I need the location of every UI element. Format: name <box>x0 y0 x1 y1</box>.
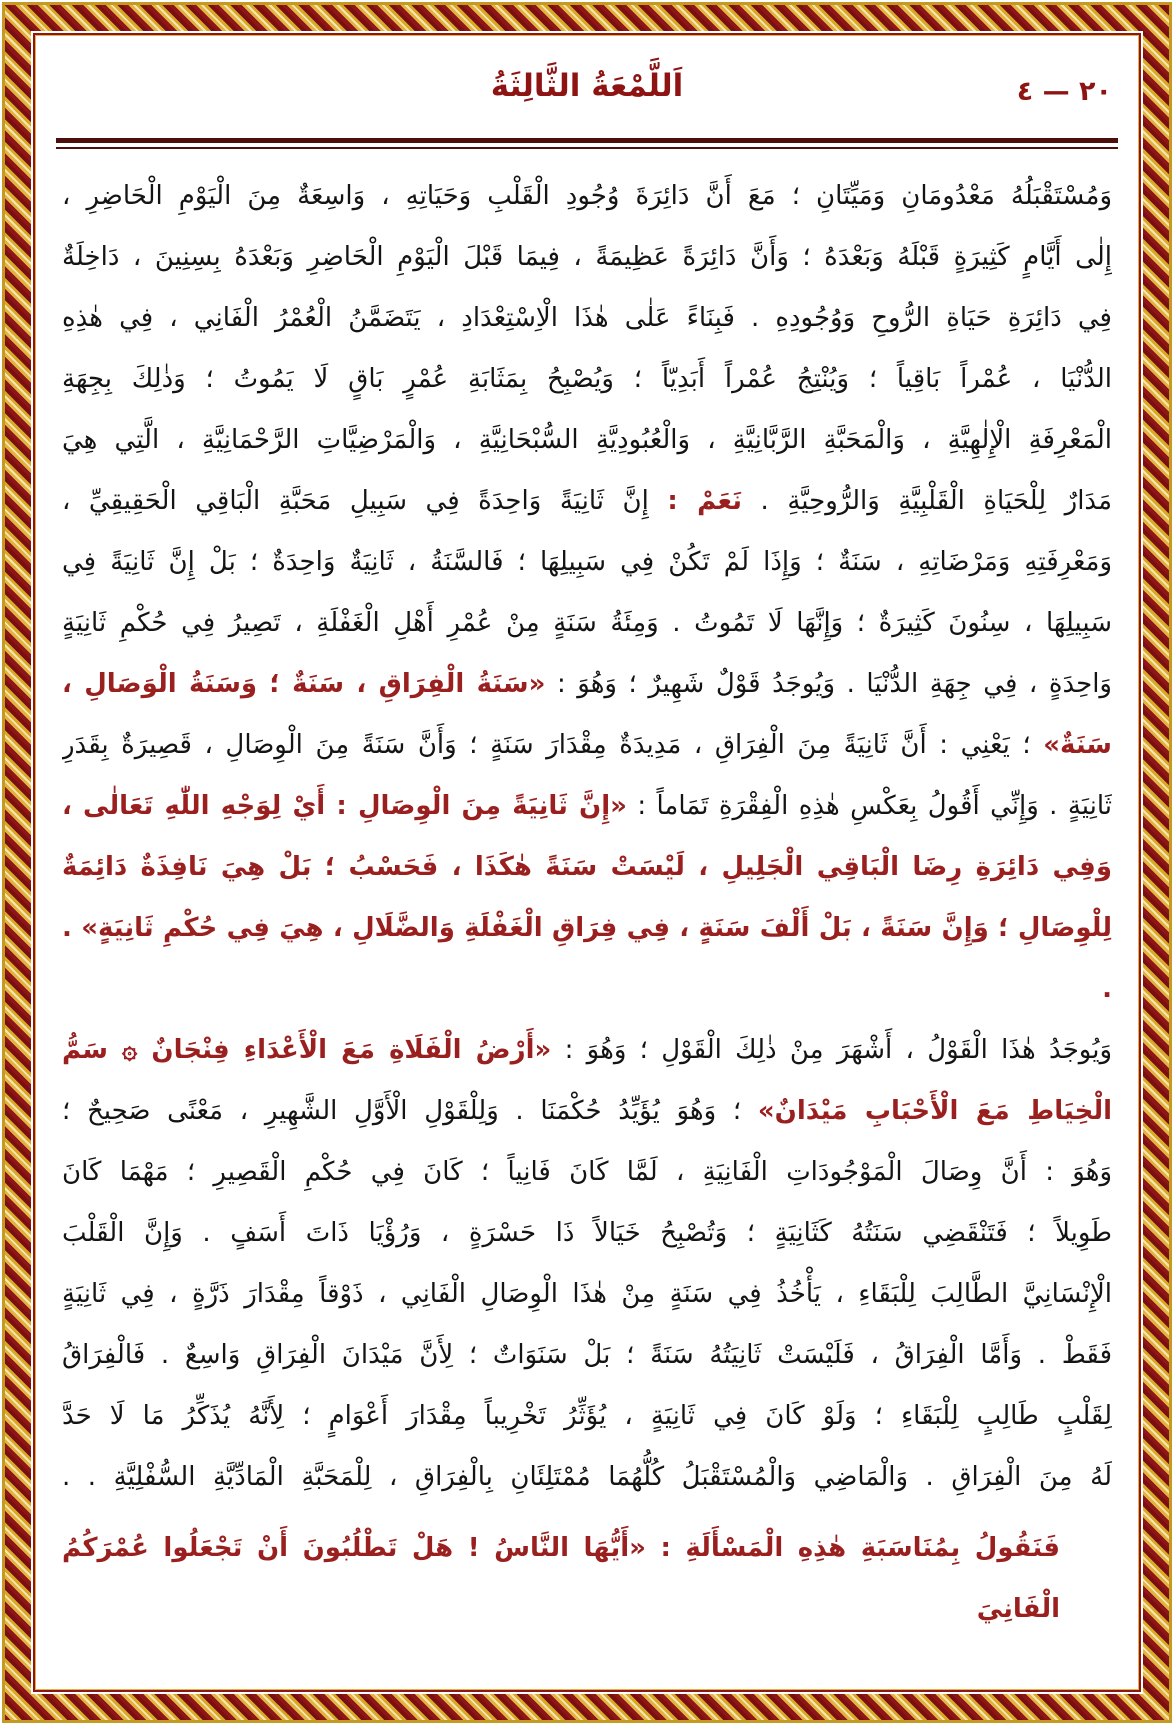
text-line <box>62 593 1112 654</box>
text-segment: إِنَّ ثَانِيَةً وَاحِدَةً فِي سَبِيلِ مَحَبَّةِ الْبَاقِي الْحَقِيقِيِّ ، <box>62 486 668 516</box>
text-segment: وَهُوَ : أَنَّ وِصَالَ الْمَوْجُودَاتِ الْفَانِيَةِ ، لَمَّا كَانَ فَانِياً ؛ كَانَ فِي حُكْمِ الْقَصِيرِ ؛ مَهْمَا كَانَ <box>62 1157 1112 1187</box>
text-line <box>62 1020 1112 1081</box>
text-line <box>62 1142 1112 1203</box>
text-segment: الْإِنْسَانِيَّ الطَّالِبَ لِلْبَقَاءِ ، يَأْخُذُ فِي سَنَةٍ مِنْ هٰذَا الْوِصَالِ الْفَانِي ، ذَوْقاً مِقْدَارَ ذَرَّةٍ ، فِي ثَانِيَةٍ <box>62 1279 1112 1309</box>
text-line <box>62 715 1112 776</box>
red-text-segment: لِلْوِصَالِ ؛ وَإِنَّ سَنَةً ، بَلْ أَلْفَ سَنَةٍ ، فِي فِرَاقِ الْغَفْلَةِ وَالضَّلَالِ ، هِيَ فِي حُكْمِ ثَانِيَةٍ» . . <box>62 913 1112 1004</box>
text-line <box>62 1203 1112 1264</box>
text-segment: ؛ وَهُوَ يُؤَيِّدُ حُكْمَنَا . وَلِلْقَوْلِ الْأَوَّلِ الشَّهِيرِ ، مَعْنًى صَحِيحٌ ؛ <box>62 1096 758 1126</box>
text-segment: الْمَعْرِفَةِ الْإِلٰهِيَّةِ ، وَالْمَحَبَّةِ الرَّبَّانِيَّةِ ، وَالْعُبُودِيَّةِ السُّبْحَانِيَّةِ ، وَالْمَرْضِيَّاتِ الرَّحْمَانِيَّةِ ، الَّتِي هِيَ <box>62 425 1112 455</box>
text-line <box>62 349 1112 410</box>
text-line <box>62 410 1112 471</box>
text-line <box>62 1325 1112 1386</box>
text-segment: سَبِيلِهَا ، سِنُونَ كَثِيرَةٌ ؛ وَإِنَّهَا لَا تَمُوتُ . وَمِئَةُ سَنَةٍ مِنْ عُمْرِ أَهْلِ الْغَفْلَةِ ، تَصِيرُ فِي حُكْمِ ثَانِيَةٍ <box>62 608 1112 638</box>
text-line <box>62 1264 1112 1325</box>
text-segment: لَهُ مِنَ الْفِرَاقِ . وَالْمَاضِي وَالْمُسْتَقْبَلُ كُلُّهُمَا مُمْتَلِئَانِ بِالْفِرَاقِ ، لِلْمَحَبَّةِ الْمَادِّيَّةِ السُّفْلِيَّةِ . . <box>62 1462 1112 1492</box>
text-line <box>62 532 1112 593</box>
red-text-segment: الْخِيَاطِ مَعَ الْأَحْبَابِ مَيْدَانٌ» <box>757 1096 1112 1126</box>
red-text-segment: «إِنَّ ثَانِيَةً مِنَ الْوِصَالِ : أَيْ لِوَجْهِ اللّٰهِ تَعَالٰى ، <box>62 791 627 821</box>
body-text <box>62 166 1112 1640</box>
text-segment: وَمَعْرِفَتِهِ وَمَرْضَاتِهِ ، سَنَةٌ ؛ وَإِذَا لَمْ تَكُنْ فِي سَبِيلِهَا ؛ فَالسَّنَةُ ، ثَانِيَةٌ وَاحِدَةٌ ؛ بَلْ إِنَّ ثَانِيَةً فِي <box>62 547 1112 577</box>
page-header <box>62 42 1112 138</box>
red-text-segment: نَعَمْ : <box>667 486 742 516</box>
text-segment: طَوِيلاً ؛ فَتَنْقَضِي سَنَتُهُ كَثَانِيَةٍ ؛ وَتُصْبِحُ خَيَالاً ذَا حَسْرَةٍ ، وَرُؤْيَا ذَاتَ أَسَفٍ . وَإِنَّ الْقَلْبَ <box>62 1218 1112 1248</box>
text-line <box>62 166 1112 227</box>
page-number: ٢٠ — ٤ <box>1016 76 1112 107</box>
text-line <box>62 1447 1112 1508</box>
text-line <box>62 654 1112 715</box>
text-segment: وَاحِدَةٍ ، فِي جِهَةِ الدُّنْيَا . وَيُوجَدُ قَوْلٌ شَهِيرٌ ؛ وَهُوَ : <box>545 669 1112 699</box>
red-text-segment: فَنَقُولُ بِمُنَاسَبَةِ هٰذِهِ الْمَسْأَلَةِ : «أَيُّهَا النَّاسُ ! هَلْ تَطْلُبُونَ أَنْ تَجْعَلُوا عُمْرَكُمُ الْفَانِيَ <box>62 1533 1060 1624</box>
text-line <box>62 1386 1112 1447</box>
header-double-rule <box>56 138 1118 149</box>
text-line <box>62 471 1112 532</box>
text-segment: لِقَلْبٍ طَالِبٍ لِلْبَقَاءِ ؛ وَلَوْ كَانَ فِي ثَانِيَةٍ ، يُؤَثِّرُ تَخْرِيباً مِقْدَارَ أَعْوَامٍ ؛ لِأَنَّهُ يُذَكِّرُ مَا لَا حَدَّ <box>62 1401 1112 1431</box>
red-text-segment: سَنَةٌ» <box>1043 730 1112 760</box>
text-segment: ؛ يَعْنِي : أَنَّ ثَانِيَةً مِنَ الْفِرَاقِ ، مَدِيدَةٌ مِقْدَارَ سَنَةٍ ؛ وَأَنَّ سَنَةً مِنَ الْوِصَالِ ، قَصِيرَةٌ بِقَدَرِ <box>62 730 1044 760</box>
text-segment: مَدَارٌ لِلْحَيَاةِ الْقَلْبِيَّةِ وَالرُّوحِيَّةِ . <box>741 486 1112 516</box>
text-segment: الدُّنْيَا ، عُمْراً بَاقِياً ؛ وَيُنْتِجُ عُمْراً أَبَدِيّاً ؛ وَيُصْبِحُ بِمَثَابَةِ عُمْرٍ بَاقٍ لَا يَمُوتُ ؛ وَذٰلِكَ بِجِهَةِ <box>62 364 1112 394</box>
page-content <box>62 42 1112 1683</box>
text-segment: وَمُسْتَقْبَلُهُ مَعْدُومَانِ وَمَيِّتَانِ ؛ مَعَ أَنَّ دَائِرَةَ وُجُودِ الْقَلْبِ وَحَيَاتِهِ ، وَاسِعَةٌ مِنَ الْيَوْمِ الْحَاضِرِ ، <box>62 181 1112 211</box>
text-segment: فِي دَائِرَةِ حَيَاةِ الرُّوحِ وَوُجُودِهِ . فَبِنَاءً عَلٰى هٰذَا الْاِسْتِعْدَادِ ، يَتَضَمَّنُ الْعُمْرُ الْفَانِي ، فِي هٰذِهِ <box>62 303 1112 333</box>
text-line <box>62 898 1112 1020</box>
text-line <box>62 1081 1112 1142</box>
text-segment: وَيُوجَدُ هٰذَا الْقَوْلُ ، أَشْهَرَ مِنْ ذٰلِكَ الْقَوْلِ ؛ وَهُوَ : <box>551 1035 1112 1065</box>
text-line <box>62 776 1112 837</box>
text-segment: فَقَطْ . وَأَمَّا الْفِرَاقُ ، فَلَيْسَتْ ثَانِيَتُهُ سَنَةً ؛ بَلْ سَنَوَاتٌ ؛ لِأَنَّ مَيْدَانَ الْفِرَاقِ وَاسِعٌ . فَالْفِرَاقُ <box>62 1340 1112 1370</box>
text-line <box>62 288 1112 349</box>
red-text-segment: «أَرْضُ الْفَلَاةِ مَعَ الْأَعْدَاءِ فِنْجَانٌ ۞ سَمُّ <box>62 1035 552 1065</box>
text-line <box>62 837 1112 898</box>
red-text-segment: وَفِي دَائِرَةِ رِضَا الْبَاقِي الْجَلِيلِ ، لَيْسَتْ سَنَةً هٰكَذَا ، فَحَسْبُ ؛ بَلْ هِيَ نَافِذَةٌ دَائِمَةٌ <box>62 852 1112 882</box>
text-segment: إِلٰى أَيَّامٍ كَثِيرَةٍ قَبْلَهُ وَبَعْدَهُ ؛ وَأَنَّ دَائِرَةً عَظِيمَةً ، فِيمَا قَبْلَ الْيَوْمِ الْحَاضِرِ وَبَعْدَهُ بِسِنِينَ ، دَاخِلَةٌ <box>62 242 1112 272</box>
red-text-segment: «سَنَةُ الْفِرَاقِ ، سَنَةٌ ؛ وَسَنَةُ الْوَصَالِ ، <box>62 669 546 699</box>
text-line <box>62 227 1112 288</box>
text-segment: ثَانِيَةٍ . وَإِنِّي أَقُولُ بِعَكْسِ هٰذِهِ الْفِقْرَةِ تَمَاماً : <box>626 791 1112 821</box>
text-line <box>62 1518 1112 1640</box>
page-title: اَللَّمْعَةُ الثَّالِثَةُ <box>490 68 684 104</box>
